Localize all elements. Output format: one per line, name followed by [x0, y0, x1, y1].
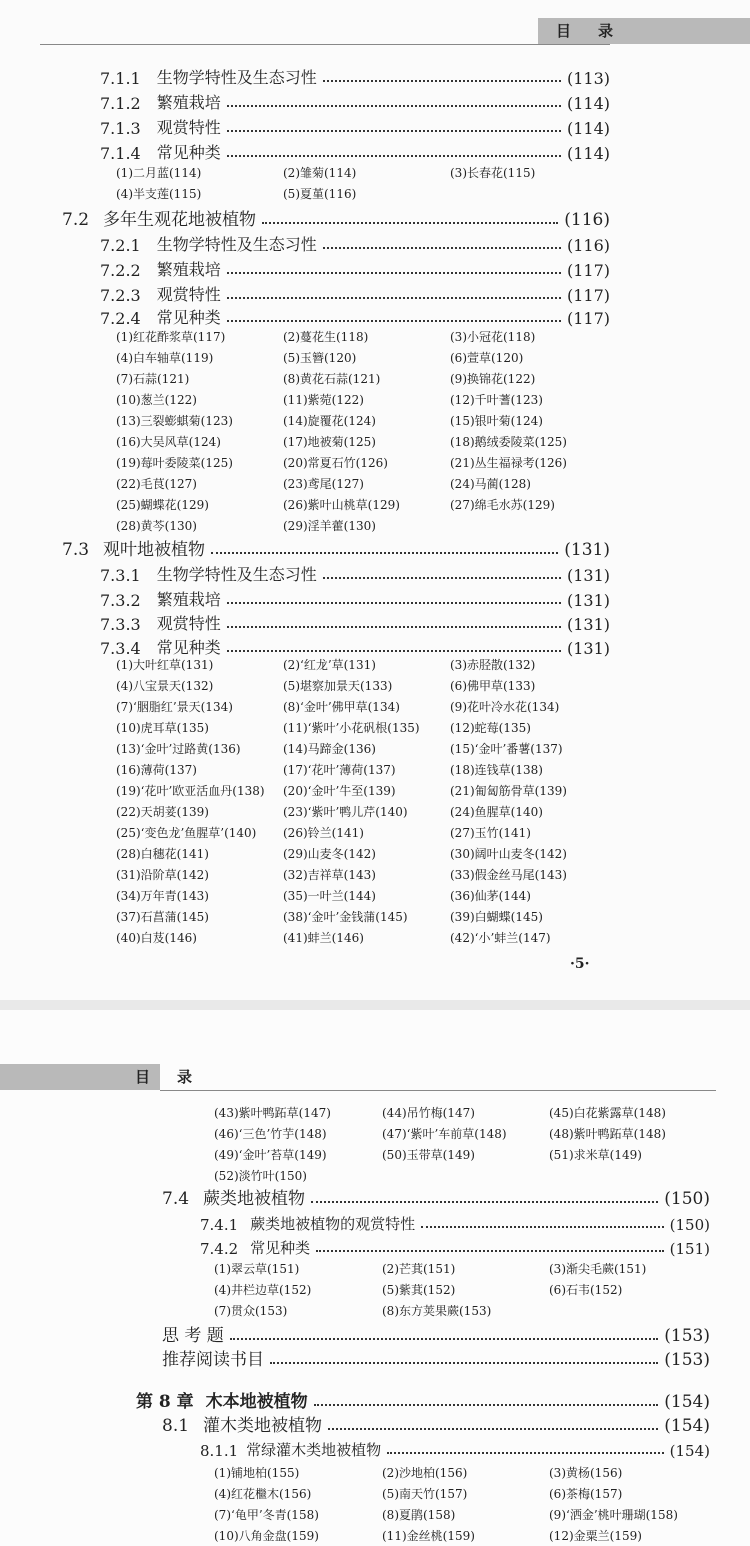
species-item: (15)‘金叶’番薯(137): [450, 742, 563, 756]
toc-entry: 7.1.3 观赏特性 (114): [100, 118, 610, 138]
species-item: (7)‘胭脂红’景天(134): [116, 700, 233, 714]
species-item: (27)玉竹(141): [450, 826, 531, 840]
species-item: (7)贯众(153): [214, 1304, 288, 1318]
species-item: (17)地被菊(125): [283, 435, 376, 449]
toc-entry: 7.1.1 生物学特性及生态习性 (113): [100, 68, 610, 88]
species-item: (15)银叶菊(124): [450, 414, 543, 428]
species-item: (2)雏菊(114): [283, 166, 357, 180]
species-item: (16)薄荷(137): [116, 763, 197, 777]
species-item: (10)葱兰(122): [116, 393, 197, 407]
toc-entry: 7.3.4 常见种类 (131): [100, 638, 610, 658]
header-rule: [160, 1090, 716, 1091]
species-item: (22)天胡荽(139): [116, 805, 209, 819]
header-rule: [40, 44, 610, 45]
species-item: (32)吉祥草(143): [283, 868, 376, 882]
species-item: (29)淫羊藿(130): [283, 519, 376, 533]
toc-entry: 7.1.4 常见种类 (114): [100, 143, 610, 163]
species-item: (44)吊竹梅(147): [382, 1106, 475, 1120]
species-item: (2)‘红龙’草(131): [283, 658, 376, 672]
species-item: (9)换锦花(122): [450, 372, 536, 386]
species-item: (24)鱼腥草(140): [450, 805, 543, 819]
species-item: (12)金粟兰(159): [549, 1529, 642, 1543]
species-item: (5)夏堇(116): [283, 187, 357, 201]
species-item: (2)芒萁(151): [382, 1262, 456, 1276]
species-item: (39)白蝴蝶(145): [450, 910, 543, 924]
species-item: (51)求米草(149): [549, 1148, 642, 1162]
species-item: (43)紫叶鸭跖草(147): [214, 1106, 331, 1120]
species-item: (42)‘小’蚌兰(147): [450, 931, 551, 945]
species-item: (50)玉带草(149): [382, 1148, 475, 1162]
species-item: (38)‘金叶’金钱蒲(145): [283, 910, 408, 924]
species-item: (26)铃兰(141): [283, 826, 364, 840]
species-item: (11)紫菀(122): [283, 393, 364, 407]
species-item: (9)花叶冷水花(134): [450, 700, 560, 714]
toc-entry: 7.3.1 生物学特性及生态习性 (131): [100, 565, 610, 585]
species-item: (3)渐尖毛蕨(151): [549, 1262, 647, 1276]
species-item: (33)假金丝马尾(143): [450, 868, 567, 882]
toc-section: 7.4 蕨类地被植物 (150): [162, 1189, 710, 1209]
species-item: (8)‘金叶’佛甲草(134): [283, 700, 400, 714]
toc-entry: 7.4.2 常见种类 (151): [200, 1239, 710, 1258]
species-item: (29)山麦冬(142): [283, 847, 376, 861]
species-item: (1)翠云草(151): [214, 1262, 300, 1276]
species-item: (37)石菖蒲(145): [116, 910, 209, 924]
species-item: (35)一叶兰(144): [283, 889, 376, 903]
toc-section: 推荐阅读书目 (153): [162, 1350, 710, 1370]
species-item: (28)黄芩(130): [116, 519, 197, 533]
species-item: (52)淡竹叶(150): [214, 1169, 307, 1183]
species-item: (13)三裂蟛蜞菊(123): [116, 414, 233, 428]
species-item: (11)金丝桃(159): [382, 1529, 475, 1543]
species-item: (21)匍匐筋骨草(139): [450, 784, 567, 798]
species-item: (4)八宝景天(132): [116, 679, 214, 693]
toc-section: 7.2 多年生观花地被植物 (116): [62, 210, 610, 230]
species-item: (23)鸢尾(127): [283, 477, 364, 491]
species-item: (25)‘变色龙’鱼腥草’(140): [116, 826, 257, 840]
toc-entry: 7.2.4 常见种类 (117): [100, 308, 610, 328]
toc-section: 思 考 题 (153): [162, 1326, 710, 1346]
species-item: (4)白车轴草(119): [116, 351, 214, 365]
species-item: (4)半支莲(115): [116, 187, 202, 201]
species-item: (19)莓叶委陵菜(125): [116, 456, 233, 470]
species-item: (46)‘三色’竹芋(148): [214, 1127, 327, 1141]
species-item: (2)蔓花生(118): [283, 330, 369, 344]
species-item: (18)鹅绒委陵菜(125): [450, 435, 567, 449]
species-item: (21)丛生福禄考(126): [450, 456, 567, 470]
page-number: ·5·: [570, 956, 590, 972]
toc-chapter: 第 8 章 木本地被植物 (154): [136, 1392, 710, 1412]
species-item: (8)黄花石蒜(121): [283, 372, 381, 386]
toc-entry: 7.3.3 观赏特性 (131): [100, 614, 610, 634]
species-item: (11)‘紫叶’小花矾根(135): [283, 721, 420, 735]
species-item: (27)绵毛水苏(129): [450, 498, 555, 512]
species-item: (7)石蒜(121): [116, 372, 190, 386]
toc-entry: 7.1.2 繁殖栽培 (114): [100, 93, 610, 113]
species-item: (16)大吴风草(124): [116, 435, 221, 449]
species-item: (3)赤胫散(132): [450, 658, 536, 672]
header-title: 目 录: [556, 22, 620, 40]
species-item: (8)东方荚果蕨(153): [382, 1304, 492, 1318]
species-item: (1)铺地柏(155): [214, 1466, 300, 1480]
species-item: (47)‘紫叶’车前草(148): [382, 1127, 507, 1141]
species-item: (36)仙茅(144): [450, 889, 531, 903]
species-item: (12)蛇莓(135): [450, 721, 531, 735]
species-item: (1)大叶红草(131): [116, 658, 214, 672]
species-item: (9)‘洒金’桃叶珊瑚(158): [549, 1508, 678, 1522]
species-item: (20)常夏石竹(126): [283, 456, 388, 470]
toc-entry: 7.4.1 蕨类地被植物的观赏特性 (150): [200, 1215, 710, 1234]
species-item: (34)万年青(143): [116, 889, 209, 903]
species-item: (3)长春花(115): [450, 166, 536, 180]
species-item: (19)‘花叶’欧亚活血丹(138): [116, 784, 265, 798]
species-item: (17)‘花叶’薄荷(137): [283, 763, 396, 777]
species-item: (10)虎耳草(135): [116, 721, 209, 735]
species-item: (31)沿阶草(142): [116, 868, 209, 882]
toc-entry: 7.2.1 生物学特性及生态习性 (116): [100, 235, 610, 255]
species-item: (26)紫叶山桃草(129): [283, 498, 400, 512]
species-item: (45)白花紫露草(148): [549, 1106, 666, 1120]
species-item: (6)佛甲草(133): [450, 679, 536, 693]
species-item: (30)阔叶山麦冬(142): [450, 847, 567, 861]
species-item: (6)石韦(152): [549, 1283, 623, 1297]
toc-entry: 7.2.2 繁殖栽培 (117): [100, 260, 610, 280]
species-item: (49)‘金叶’苔草(149): [214, 1148, 327, 1162]
toc-entry: 8.1.1 常绿灌木类地被植物 (154): [200, 1441, 710, 1460]
species-item: (23)‘紫叶’鸭儿芹(140): [283, 805, 408, 819]
species-item: (4)井栏边草(152): [214, 1283, 312, 1297]
species-item: (41)蚌兰(146): [283, 931, 364, 945]
species-item: (5)紫萁(152): [382, 1283, 456, 1297]
species-item: (24)马蔺(128): [450, 477, 531, 491]
toc-entry: 7.2.3 观赏特性 (117): [100, 285, 610, 305]
species-item: (1)红花酢浆草(117): [116, 330, 226, 344]
species-item: (14)马蹄金(136): [283, 742, 376, 756]
species-item: (12)千叶蓍(123): [450, 393, 543, 407]
species-item: (6)萱草(120): [450, 351, 524, 365]
species-item: (22)毛茛(127): [116, 477, 197, 491]
species-item: (1)二月蓝(114): [116, 166, 202, 180]
species-item: (14)旋覆花(124): [283, 414, 376, 428]
species-item: (6)茶梅(157): [549, 1487, 623, 1501]
species-item: (40)白芨(146): [116, 931, 197, 945]
species-item: (28)白穗花(141): [116, 847, 209, 861]
species-item: (48)紫叶鸭跖草(148): [549, 1127, 666, 1141]
species-item: (3)小冠花(118): [450, 330, 536, 344]
species-item: (25)蝴蝶花(129): [116, 498, 209, 512]
species-item: (7)‘龟甲’冬青(158): [214, 1508, 319, 1522]
species-item: (4)红花檵木(156): [214, 1487, 312, 1501]
species-item: (3)黄杨(156): [549, 1466, 623, 1480]
species-item: (8)夏鹃(158): [382, 1508, 456, 1522]
species-item: (10)八角金盘(159): [214, 1529, 319, 1543]
species-item: (20)‘金叶’牛至(139): [283, 784, 396, 798]
page-gap: [0, 1000, 750, 1010]
species-item: (18)连钱草(138): [450, 763, 543, 777]
toc-section: 8.1 灌木类地被植物 (154): [162, 1416, 710, 1436]
toc-entry: 7.3.2 繁殖栽培 (131): [100, 590, 610, 610]
toc-section: 7.3 观叶地被植物 (131): [62, 540, 610, 560]
species-item: (5)玉簪(120): [283, 351, 357, 365]
species-item: (5)堪察加景天(133): [283, 679, 393, 693]
toc-page-6: [0, 1010, 750, 1546]
species-item: (13)‘金叶’过路黄(136): [116, 742, 241, 756]
species-item: (5)南天竹(157): [382, 1487, 468, 1501]
species-item: (2)沙地柏(156): [382, 1466, 468, 1480]
header-title: 目 录: [135, 1068, 199, 1086]
